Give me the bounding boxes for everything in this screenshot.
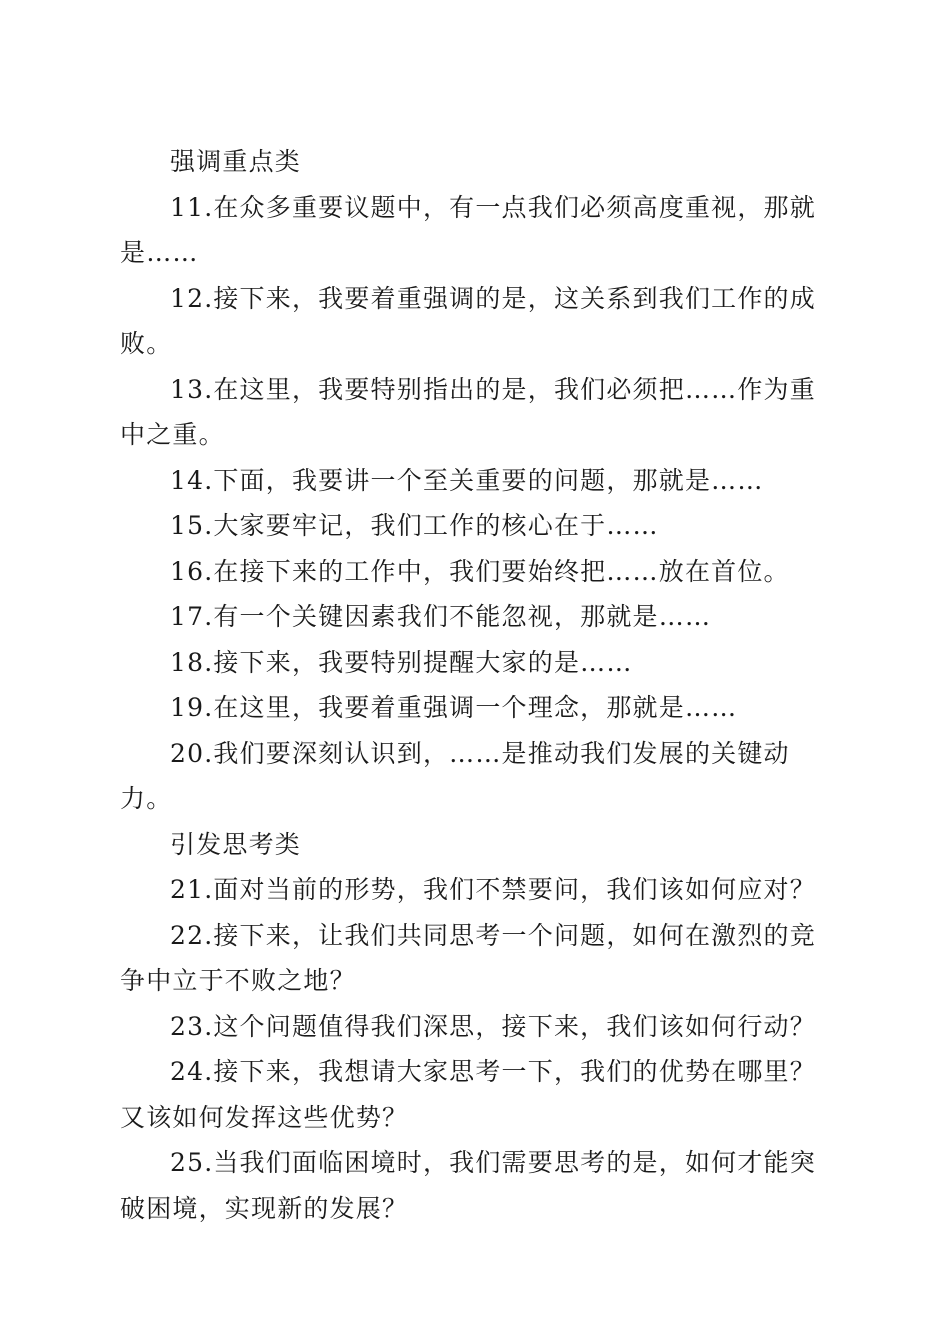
document-page xyxy=(120,139,840,1231)
list-item: 16.在接下来的工作中，我们要始终把……放在首位。 xyxy=(170,556,790,586)
list-item: 25.当我们面临困境时，我们需要思考的是，如何才能突破困境，实现新的发展？ xyxy=(120,1148,816,1223)
list-item: 15.大家要牢记，我们工作的核心在于…… xyxy=(170,511,659,540)
list-item: 18.接下来，我要特别提醒大家的是…… xyxy=(170,647,633,677)
list-item: 11.在众多重要议题中，有一点我们必须高度重视，那就是…… xyxy=(120,192,816,267)
list-item: 17.有一个关键因素我们不能忽视，那就是…… xyxy=(170,602,712,631)
list-item: 22.接下来，让我们共同思考一个问题，如何在激烈的竞争中立于不败之地？ xyxy=(120,920,816,995)
list-item: 24.接下来，我想请大家思考一下，我们的优势在哪里？又该如何发挥这些优势？ xyxy=(120,1057,816,1132)
section-heading-reflection: 引发思考类 xyxy=(170,829,302,859)
list-item: 21.面对当前的形势，我们不禁要问，我们该如何应对？ xyxy=(170,875,816,904)
list-item: 20.我们要深刻认识到，……是推动我们发展的关键动力。 xyxy=(120,738,790,813)
list-item: 23.这个问题值得我们深思，接下来，我们该如何行动？ xyxy=(170,1011,816,1041)
list-item: 12.接下来，我要着重强调的是，这关系到我们工作的成败。 xyxy=(120,283,816,358)
section-heading-emphasis: 强调重点类 xyxy=(170,147,302,176)
list-item: 13.在这里，我要特别指出的是，我们必须把……作为重中之重。 xyxy=(120,374,816,449)
list-item: 14.下面，我要讲一个至关重要的问题，那就是…… xyxy=(170,465,764,495)
list-item: 19.在这里，我要着重强调一个理念，那就是…… xyxy=(170,693,738,722)
